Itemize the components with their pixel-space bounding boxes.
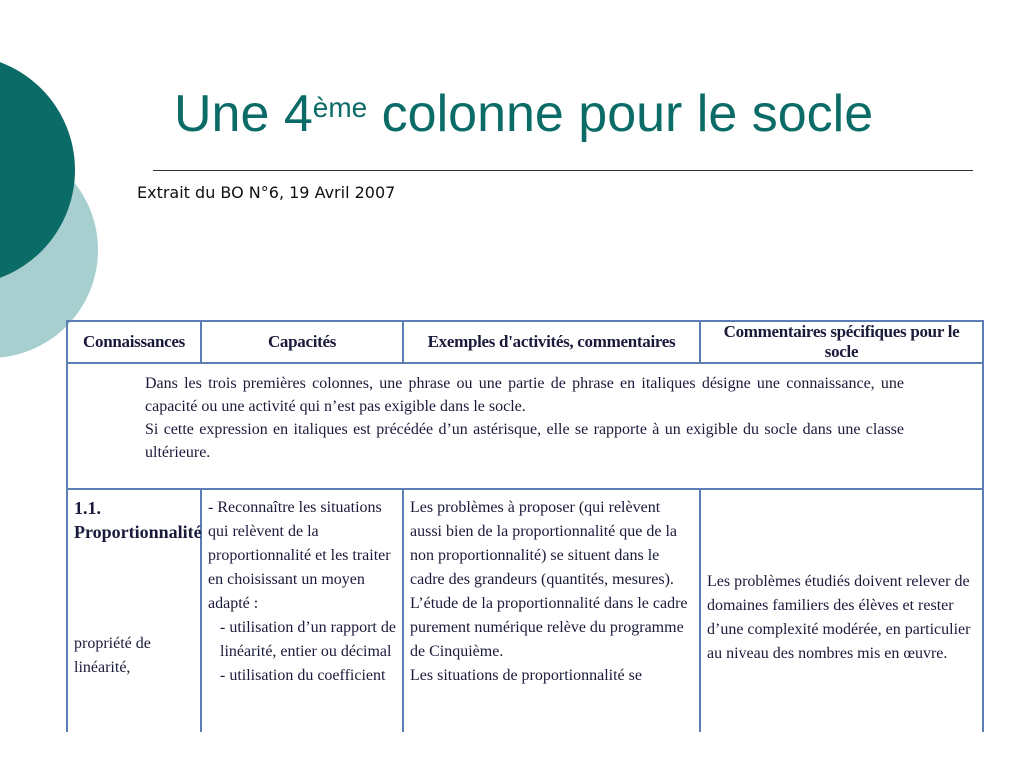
- slide-title: [174, 85, 874, 143]
- table-row: [67, 489, 983, 732]
- connaissance-item: propriété de linéarité,: [74, 635, 151, 676]
- title-superscript: ème: [312, 92, 368, 123]
- intro-paragraph: Si cette expression en italiques est précédée d’un astérisque, elle se rapporte à un exigible du socle dans une classe ultérieure.: [145, 421, 904, 461]
- exemples-cell: [403, 489, 700, 732]
- intro-paragraph: Dans les trois premières colonnes, une phrase ou une partie de phrase en italiques désigne une connaissance, une capacité ou une activité qui n’est pas exigible dans le socle.: [145, 375, 904, 415]
- capacite-item: - Reconnaître les situations qui relèvent de la proportionnalité et les traiter en choisissant un moyen adapté :: [208, 499, 391, 612]
- socle-comment: Les problèmes étudiés doivent relever de domaines familiers des élèves et rester d’une complexité modérée, en particulier au niveau des nombres mis en œuvre.: [707, 573, 971, 662]
- capacites-cell: [201, 489, 403, 732]
- title-underline: [153, 170, 973, 171]
- title-text-start: Une 4: [174, 85, 313, 143]
- bo-extract-table: [66, 320, 984, 732]
- section-title: 1.1. Proportionnalité: [74, 498, 202, 542]
- intro-cell: [67, 363, 983, 489]
- header-connaissances: Connaissances: [67, 321, 201, 363]
- header-socle: Commentaires spécifiques pour le socle: [700, 321, 983, 363]
- slide-subtitle: Extrait du BO N°6, 19 Avril 2007: [137, 183, 396, 202]
- header-capacites: Capacités: [201, 321, 403, 363]
- capacite-item: - utilisation du coefficient: [220, 667, 386, 684]
- exemple-paragraph: Les situations de proportionnalité se: [410, 667, 642, 684]
- table-header-row: [67, 321, 983, 363]
- intro-row: [67, 363, 983, 489]
- connaissances-cell: [67, 489, 201, 732]
- socle-cell: [700, 489, 983, 732]
- header-exemples: Exemples d'activités, commentaires: [403, 321, 700, 363]
- capacite-item: - utilisation d’un rapport de linéarité, entier ou décimal: [220, 619, 396, 660]
- exemple-paragraph: Les problèmes à proposer (qui relèvent aussi bien de la proportionnalité que de la non proportionnalité) se situent dans le cadre des grandeurs (quantités, mesures). L’étude de la proportionnalité dans le cadre purement numérique relève du programme de Cinquième.: [410, 499, 688, 660]
- title-text-end: colonne pour le socle: [367, 85, 874, 143]
